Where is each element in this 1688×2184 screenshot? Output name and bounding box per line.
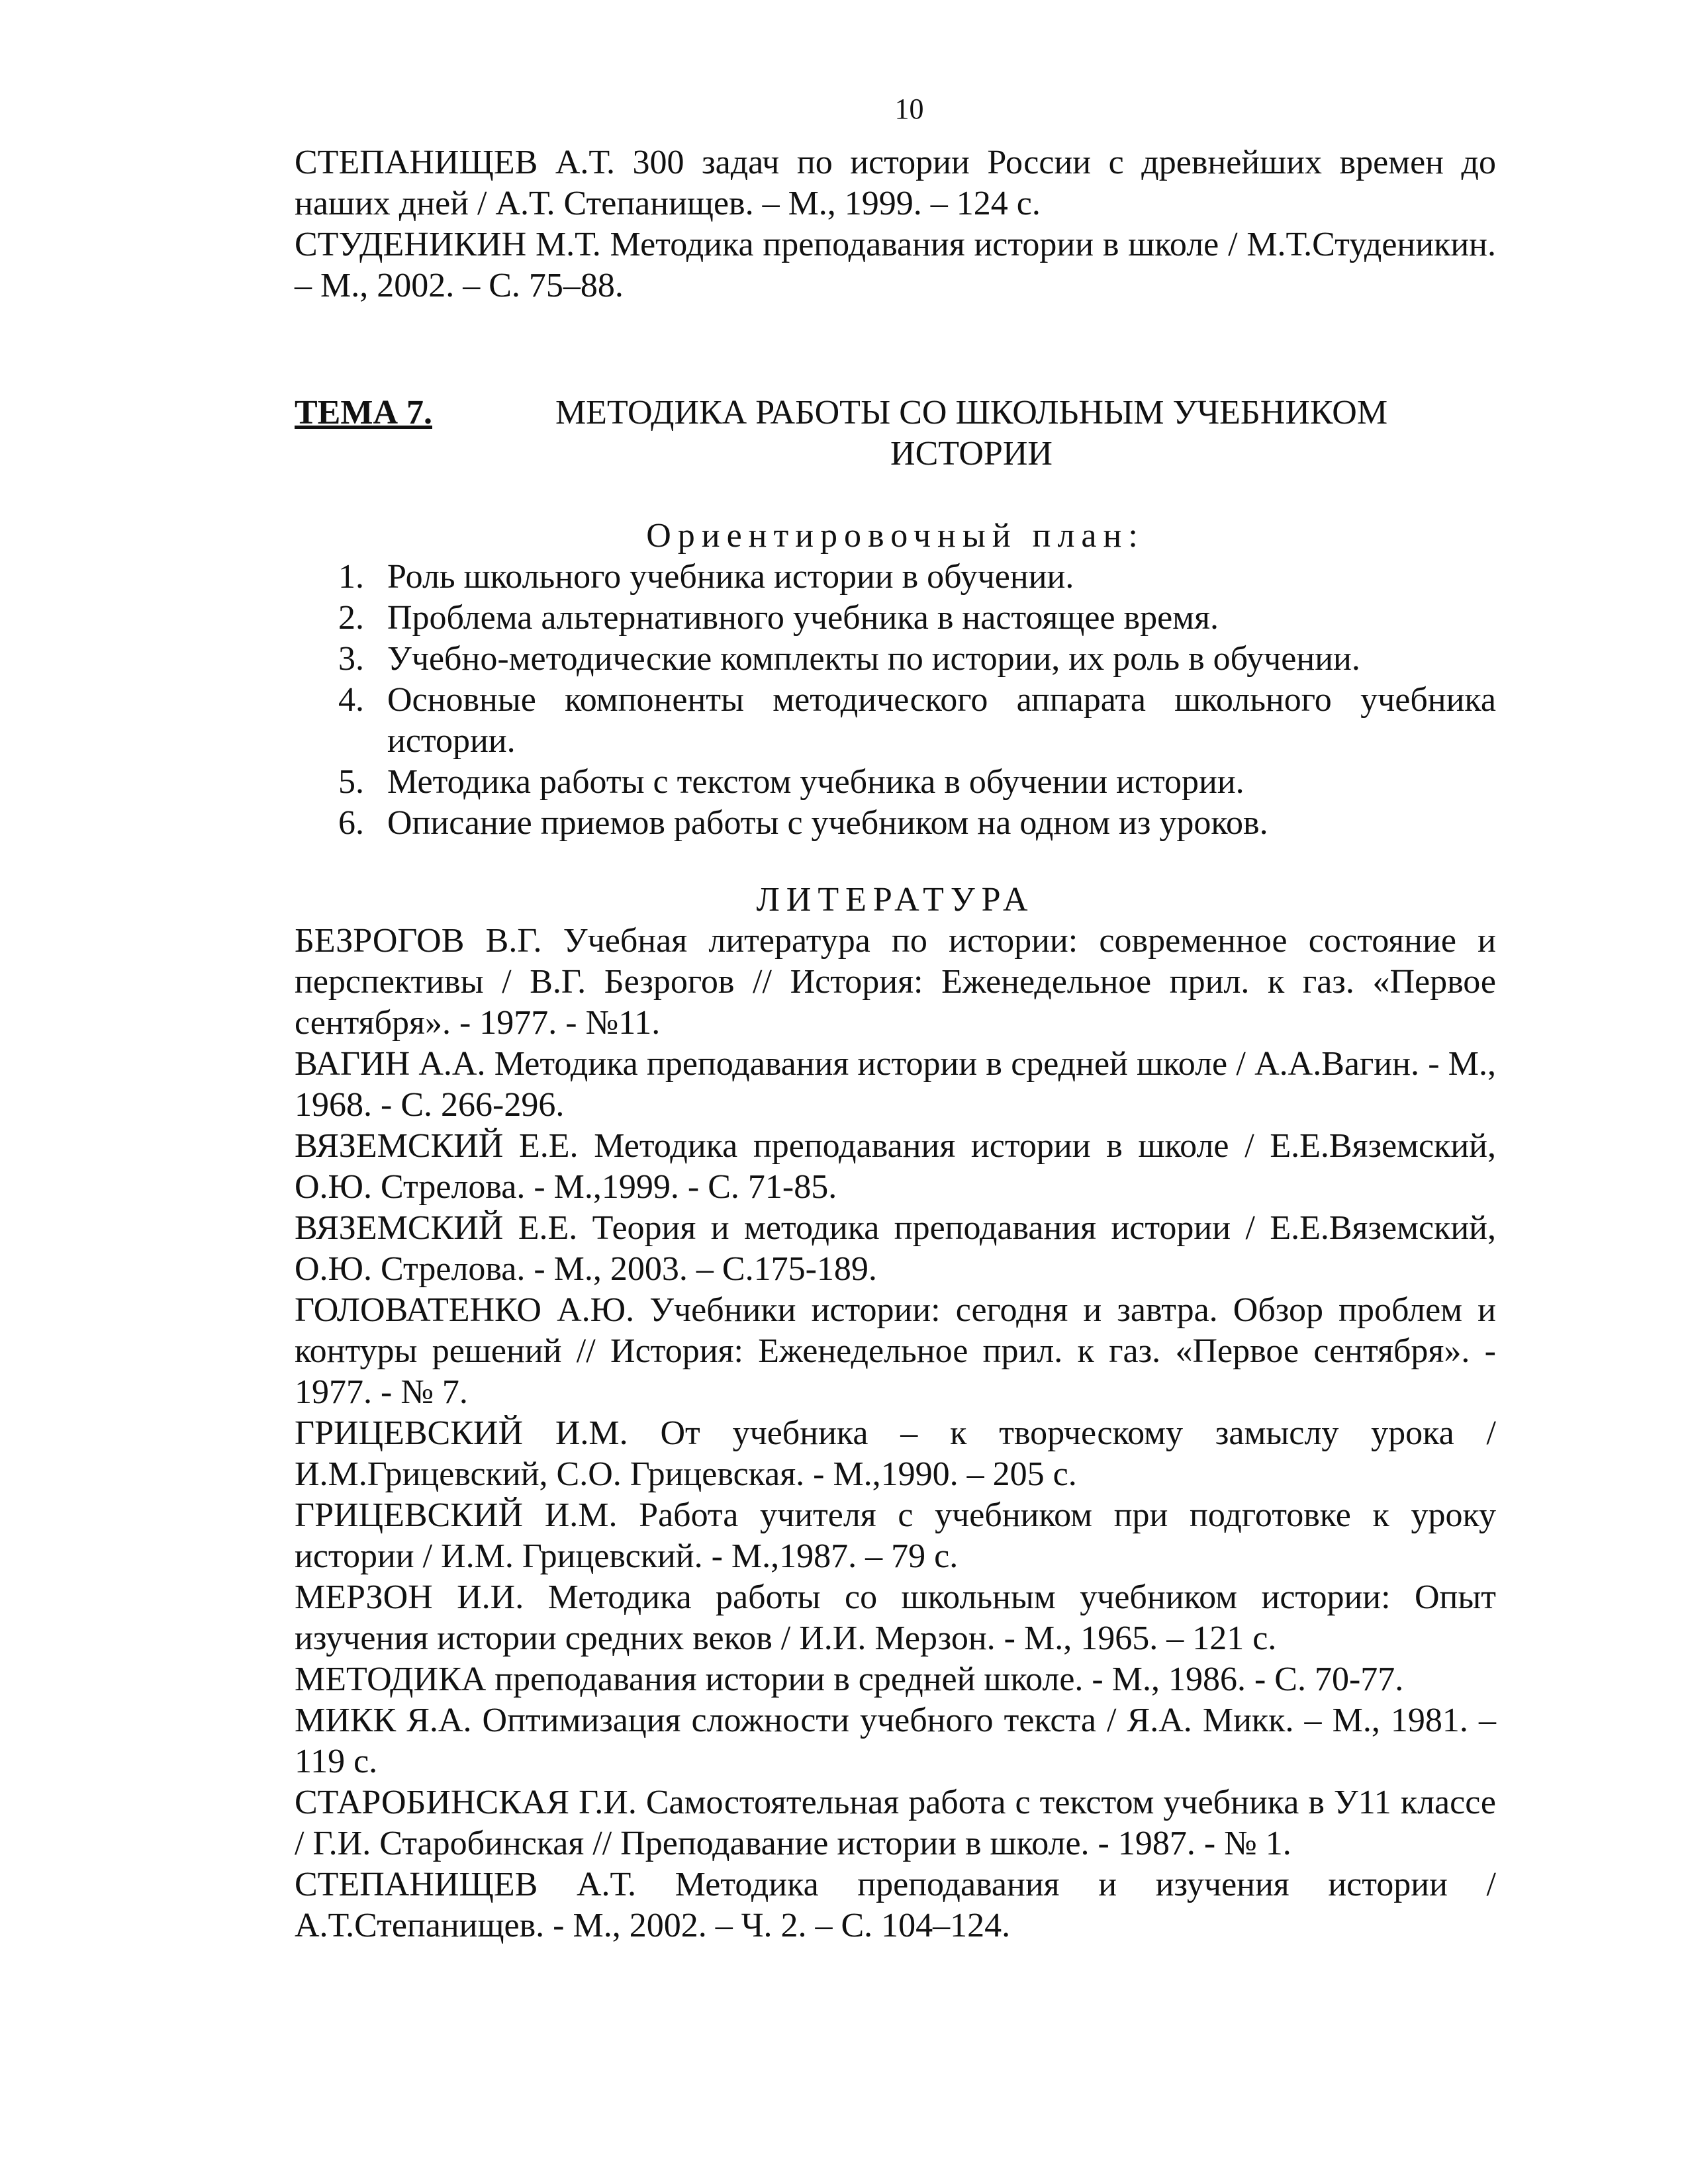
- theme-heading: [295, 392, 1496, 482]
- literature-reference: МЕРЗОН И.И. Методика работы со школьным учебником истории: Опыт изучения истории средних веков / И.И. Мерзон. - М., 1965. – 121 с.: [295, 1578, 1496, 1657]
- plan-item-text: Проблема альтернативного учебника в настоящее время.: [387, 599, 1219, 637]
- plan-item-number: 4.: [338, 681, 364, 719]
- plan-heading: Ориентировочный план:: [646, 517, 1145, 555]
- plan-item-number: 3.: [338, 640, 364, 678]
- literature-reference: МИКК Я.А. Оптимизация сложности учебного текста / Я.А. Микк. – М., 1981. – 119 с.: [295, 1702, 1496, 1780]
- plan-item-text: Учебно-методические комплекты по истории, их роль в обучении.: [387, 640, 1360, 678]
- theme-title-line: МЕТОДИКА РАБОТЫ СО ШКОЛЬНЫМ УЧЕБНИКОМ: [555, 394, 1388, 432]
- theme-title-line: ИСТОРИИ: [890, 435, 1053, 473]
- plan-list: [295, 557, 1496, 844]
- literature-reference: ВАГИН А.А. Методика преподавания истории в средней школе / А.А.Вагин. - М., 1968. - С. 266-296.: [295, 1045, 1496, 1124]
- intro-reference: СТУДЕНИКИН М.Т. Методика преподавания истории в школе / М.Т.Студеникин. – М., 2002. – С. 75–88.: [295, 226, 1496, 304]
- plan-item-text: Основные компоненты методического аппарата школьного учебника истории.: [387, 681, 1496, 760]
- theme-label: ТЕМА 7.: [295, 394, 432, 432]
- plan-item: [295, 680, 1496, 762]
- literature-reference: СТАРОБИНСКАЯ Г.И. Самостоятельная работа с текстом учебника в У11 классе / Г.И. Старобинская // Преподавание истории в школе. - 1987. - № 1.: [295, 1784, 1496, 1862]
- literature-reference: БЕЗРОГОВ В.Г. Учебная литература по истории: современное состояние и перспективы / В.Г. Безрогов // История: Еженедельное прил. к газ. «Первое сентября». - 1977. - №11.: [295, 922, 1496, 1042]
- plan-item: [295, 598, 1496, 639]
- plan-item-text: Методика работы с текстом учебника в обучении истории.: [387, 763, 1244, 801]
- plan-item-number: 6.: [338, 804, 364, 842]
- plan-item-number: 2.: [338, 599, 364, 637]
- literature-reference: СТЕПАНИЩЕВ А.Т. Методика преподавания и изучения истории / А.Т.Степанищев. - М., 2002. – Ч. 2. – С. 104–124.: [295, 1866, 1496, 1944]
- document-page: [295, 89, 1496, 1946]
- plan-item: [295, 803, 1496, 844]
- literature-reference: ГРИЦЕВСКИЙ И.М. Работа учителя с учебником при подготовке к уроку истории / И.М. Грицевский. - М.,1987. – 79 с.: [295, 1496, 1496, 1575]
- plan-item-number: 5.: [338, 763, 364, 801]
- plan-item: [295, 639, 1496, 680]
- intro-reference: СТЕПАНИЩЕВ А.Т. 300 задач по истории России с древнейших времен до наших дней / А.Т. Степанищев. – М., 1999. – 124 с.: [295, 144, 1496, 222]
- theme-title: [447, 392, 1496, 475]
- plan-item: [295, 557, 1496, 598]
- literature-reference: ГОЛОВАТЕНКО А.Ю. Учебники истории: сегодня и завтра. Обзор проблем и контуры решений // История: Еженедельное прил. к газ. «Первое сентября». - 1977. - № 7.: [295, 1291, 1496, 1411]
- literature-heading: ЛИТЕРАТУРА: [756, 881, 1035, 919]
- plan-item-text: Роль школьного учебника истории в обучении.: [387, 558, 1074, 596]
- plan-item-number: 1.: [338, 558, 364, 596]
- literature-reference: МЕТОДИКА преподавания истории в средней школе. - М., 1986. - С. 70-77.: [295, 1661, 1404, 1698]
- plan-item: [295, 762, 1496, 803]
- page-number: 10: [894, 93, 924, 125]
- literature-reference: ГРИЦЕВСКИЙ И.М. От учебника – к творческому замыслу урока / И.М.Грицевский, С.О. Грицевская. - М.,1990. – 205 с.: [295, 1414, 1496, 1493]
- literature-reference: ВЯЗЕМСКИЙ Е.Е. Теория и методика преподавания истории / Е.Е.Вяземский, О.Ю. Стрелова. - М., 2003. – С.175-189.: [295, 1209, 1496, 1288]
- literature-reference: ВЯЗЕМСКИЙ Е.Е. Методика преподавания истории в школе / Е.Е.Вяземский, О.Ю. Стрелова. - М.,1999. - С. 71-85.: [295, 1127, 1496, 1206]
- plan-item-text: Описание приемов работы с учебником на одном из уроков.: [387, 804, 1268, 842]
